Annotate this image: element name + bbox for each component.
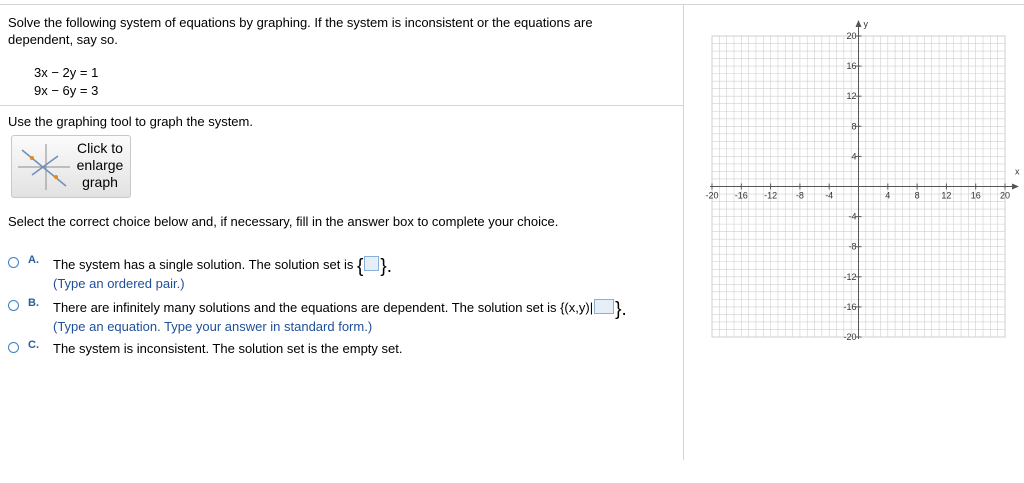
choice-a-hint: (Type an ordered pair.) [53,276,185,291]
choice-b-text: There are infinitely many solutions and the equations are dependent. The solution set is {(x,y)| }. [53,299,627,320]
top-border [0,4,1024,5]
choice-a-answer-box[interactable] [364,256,379,271]
choice-a-letter: A. [28,254,39,266]
y-tick-label: 16 [846,61,857,72]
coordinate-graph[interactable] [700,16,1020,341]
y-tick-label: 8 [851,121,857,132]
y-tick-label: -8 [848,241,857,252]
x-tick-label: 12 [941,190,952,201]
panel-divider [683,4,684,460]
equation-1: 3x − 2y = 1 [34,65,99,80]
y-tick-label: 4 [851,151,857,162]
y-tick-label: 20 [846,31,857,41]
x-tick-label: 8 [914,190,920,201]
x-tick-label: 20 [999,190,1011,201]
graph-thumbnail-icon [18,142,70,192]
y-tick-label: -20 [843,332,857,341]
x-tick-label: -12 [764,190,778,201]
equation-2: 9x − 6y = 3 [34,83,99,98]
choice-c-radio[interactable] [8,342,19,353]
enlarge-graph-label: Click to enlarge graph [76,140,124,190]
x-tick-label: -16 [734,190,748,201]
y-tick-label: -12 [843,271,857,282]
x-tick-label: 4 [885,190,891,201]
choice-c-text: The system is inconsistent. The solution set is the empty set. [53,341,403,356]
y-axis-arrow-icon [856,20,862,27]
enlarge-graph-button[interactable] [11,135,131,198]
y-tick-label: -16 [843,301,857,312]
x-axis-arrow-icon [1012,184,1019,190]
choice-c-letter: C. [28,339,39,351]
x-tick-label: -4 [825,190,834,201]
tool-instruction: Use the graphing tool to graph the system. [8,114,253,129]
choice-b-hint: (Type an equation. Type your answer in standard form.) [53,319,373,334]
x-tick-label: 16 [970,190,981,201]
choice-a-radio[interactable] [8,257,19,268]
select-prompt: Select the correct choice below and, if necessary, fill in the answer box to complete your choice. [8,214,559,229]
y-tick-label: 12 [846,91,857,102]
section-divider [0,105,683,106]
choice-b-letter: B. [28,297,39,309]
x-tick-label: -8 [795,190,804,201]
choice-a-text: The system has a single solution. The solution set is { }. [53,256,392,277]
y-axis-label: y [863,19,868,29]
problem-instructions: Solve the following system of equations by graphing. If the system is inconsistent or the equations are dependent, say so. [8,15,593,47]
choice-b-answer-box[interactable] [594,299,614,314]
x-tick-label: -20 [705,190,719,201]
x-axis-label: x [1015,166,1020,177]
choice-b-radio[interactable] [8,300,19,311]
y-tick-label: -4 [848,211,857,222]
